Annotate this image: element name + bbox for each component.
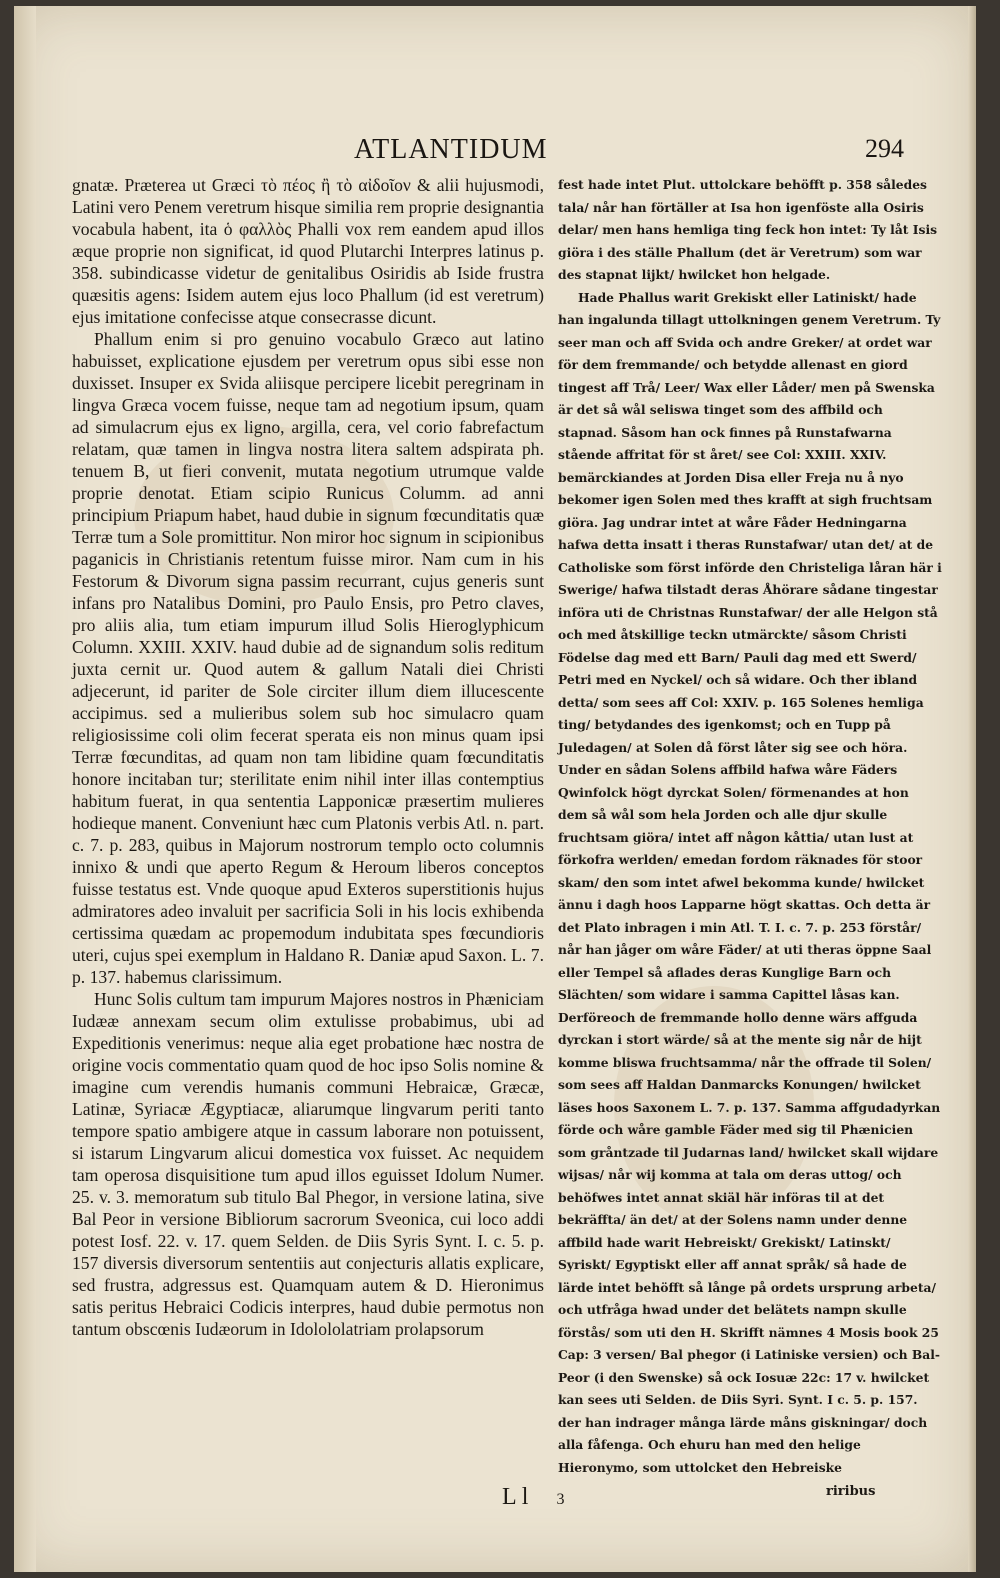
signature-letters: L l <box>502 1484 529 1510</box>
page-header <box>344 134 904 170</box>
latin-column <box>72 174 544 1464</box>
latin-paragraph-1: gnatæ. Præterea ut Græci τὸ πέος ἢ τὸ αἰδοῖον & alii hujusmodi, Latini vero Penem veretrum hisque similia rem proprie designantia vocabula habent, ita ὁ φαλλὸς Phalli vox rem eandem apud illos æque proprie non significat, id quod Plutarchi Interpres latinus p. 358. subindicasse videtur de genitalibus Osiridis ab Iside frustra quæsitis agens: Isidem autem ejus loco Phallum (id est veretrum) ejus imitatione confecisse atque consecrasse dicunt. <box>72 175 544 327</box>
book-page <box>14 6 976 1572</box>
signature-mark <box>502 1484 564 1511</box>
latin-paragraph-2: Phallum enim si pro genuino vocabulo Græco aut latino habuisset, explicatione ejusdem per veretrum opus sibi esse non duxisset. Insuper ex Svida aliisque percipere licebit peregrinam in lingva Græca vocem fuisse, neque tam ad negotium ipsum, quam ad simulacrum ejus ex ligno, argilla, cera, vel corio fabrefactum relatam, quæ tamen in lingva nostra litera saltem adspirata ph. tenuem B, ut fieri convenit, mutata negotium utrumque valde proprie denotat. Etiam scipio Runicus Columm. ad anni principium Priapum habet, haud dubie in signum fœcunditatis quæ Terræ tum a Sole promittitur. Non miror hoc signum in scipionibus paganicis in Christianis retentum fuisse miror. Nam cum in his Festorum & Divorum signa passim recurrant, cujus generis sunt infans pro Natalibus Domini, pro Paulo Ensis, pro Petro claves, pro aliis alia, tum etiam impurum illud Solis Hieroglyphicum Column. XXIII. XXIV. haud dubie ad de signandum solis reditum juxta cernit ur. Quod autem & gallum Natali diei Christi adjecerunt, id pariter de Sole circiter illum diem illucescente accipimus. sed a mulieribus solem sub hoc simulacro quam religiosissime coli olim fecerat sperata eis non minus quam ipsi Terræ fœcunditas, ad quam non tam libidine quam fœcunditatis honore incitaban tur; sterilitate enim nihil inter illas contemptius habitum fuerat, in qua sententia Lapponicæ præsertim mulieres hodieque manent. Conveniunt hæc cum Platonis verbis Atl. n. part. c. 7. p. 283, quibus in Majorum nostrorum templo octo columnis innixo & undi que aperto Regum & Heroum liberos conceptos fuisse testatus est. Vnde quoque apud Exteros superstitionis hujus admiratores adeo invaluit per sacrificia Soli in his locis exhibenda certissima quædam ac propemodum indubitata spes fœcundioris uteri, cujus spei exemplum in Haldano R. Daniæ apud Saxon. L. 7. p. 137. habemus clarissimum. <box>72 329 544 987</box>
signature-number: 3 <box>556 1491 565 1508</box>
page-number: 294 <box>865 134 904 163</box>
swedish-paragraph-1: fest hade intet Plut. uttolckare behöfft p. 358 således tala/ når han förtäller at Isa hon igenföste alla Osiris delar/ men hans hemliga ting feck hon intet: Ty låt Isis giöra i des ställe Phallum (det är Veretrum) som war des stapnat lijkt/ hwilcket hon helgade. <box>558 177 938 282</box>
catchword: riribus <box>826 1484 876 1499</box>
swedish-column <box>558 174 942 1475</box>
page-edge <box>968 6 976 1572</box>
swedish-paragraph-2: Hade Phallus warit Grekiskt eller Latiniskt/ hade han ingalunda tillagt uttolkningen genem Veretrum. Ty seer man och aff Svida och andre Greker/ at ordet war för dem fremmande/ och betydde allenast en giord tingest aff Trå/ Leer/ Wax eller Låder/ men på Swenska är det så wål seliswa tinget som des affbild och stapnad. Såsom han ock finnes på Runstafwarna stående affritat för st året/ see Col: XXIII. XXIV. bemärckiandes at Jorden Disa eller Freja nu å nyo bekomer igen Solen med thes krafft at sigh fruchtsam giöra. Jag undrar intet at wåre Fåder Hedningarna hafwa detta insatt i theras Runstafwar/ utan det/ at de Catholiske som först införde den Christeliga låran här i Swerige/ hafwa tilstadt deras Åhörare sådane tingestar införa uti de Christnas Runstafwar/ der alle Helgon stå och med åtskillige teckn utmärckte/ såsom Christi Födelse dag med ett Barn/ Pauli dag med ett Swerd/ Petri med en Nyckel/ och så widare. Och ther ibland detta/ som sees aff Col: XXIV. p. 165 Solenes hemliga ting/ betydandes des igenkomst; och en Tupp på Juledagen/ at Solen då först låter sig see och höra. Under en sådan Solens affbild hafwa wåre Fäders Qwinfolck högt dyrckat Solen/ förmenandes at hon dem så wål som hela Jorden och alle djur skulle fruchtsam giöra/ intet aff någon kåttia/ utan lust at förkofra werlden/ emedan fordom räknades för stoor skam/ den som intet afwel bekomma kunde/ hwilcket ännu i dagh hoos Lapparne högt skattas. Och detta är det Plato inbragen i min Atl. T. I. c. 7. p. 253 förstår/ når han jåger om wåre Fäder/ at uti theras öppne Saal eller Tempel så aflades deras Kunglige Barn och Slächten/ som widare i samma Capittel låsas kan. Derföreoch de fremmande hollo denne wärs affguda dyrckan i stort wärde/ så at the mente sig når de hijt komme bliswa fruchtsamma/ når the offrade til Solen/ som sees aff Haldan Danmarcks Konungen/ hwilcket läses hoos Saxonem L. 7. p. 137. Samma affgudadyrkan förde och wåre gamble Fäder med sig til Phænicien som gråntzade til Judarnas land/ hwilcket skall wijdare wijsas/ når wij komma at tala om deras uttog/ och behöfwes intet annat skiäl här införas til at det bekräffta/ än det/ at der Solens namn under denne affbild hade warit Hebreiskt/ Grekiskt/ Latinskt/ Syriskt/ Egyptiskt eller aff annat språk/ så hade de lärde intet behöfft så långe på ordets ursprung arbeta/ och utfråga hwad under det belätets nampn skulle förstås/ som uti den H. Skrifft nämnes 4 Mosis book 25 Cap: 3 versen/ Bal phegor (i Latiniske versien) och Bal-Peor (i den Swenske) så ock Iosuæ 22c: 17 v. hwilcket kan sees uti Selden. de Diis Syri. Synt. I c. 5. p. 157. der han indrager många lärde måns giskningar/ doch alla fåfenga. Och ehuru han med den helige Hieronymo, som uttolcket den Hebreiske <box>558 289 942 1475</box>
page-gutter <box>14 6 36 1572</box>
latin-paragraph-3: Hunc Solis cultum tam impurum Majores nostros in Phæniciam Iudææ annexam secum olim extulisse probabimus, ubi ad Expeditionis venerimus: neque alia eget probatione hæc nostra de origine vocis commentatio quam quod de hoc ipso Solis nomine & imagine cum verendis humanis communi Hebraicæ, Græcæ, Latinæ, Syriacæ Ægyptiacæ, aliarumque lingvarum periti tanto tempore spatio ambigere atque in cassum laborare non potuissent, si istarum Lingvarum alicui domestica vox fuisset. Ac nequidem tam operosa disquisitione tum apud illos eguisset Idolum Numer. 25. v. 3. memoratum sub titulo Bal Phegor, in versione latina, sive Bal Peor in versione Bibliorum sacrorum Sveonica, cui loco addi potest Iosf. 22. v. 17. quem Selden. de Diis Syris Synt. I. c. 5. p. 157 diversis diversorum sententiis aut conjecturis allatis explicare, sed frustra, adgressus est. Quamquam autem & D. Hieronimus satis peritus Hebraici Codicis interpres, haud dubie permotus non tantum obscœnis Iudæorum in Idolololatriam prolapsorum <box>72 989 544 1339</box>
running-title: ATLANTIDUM <box>354 134 548 165</box>
